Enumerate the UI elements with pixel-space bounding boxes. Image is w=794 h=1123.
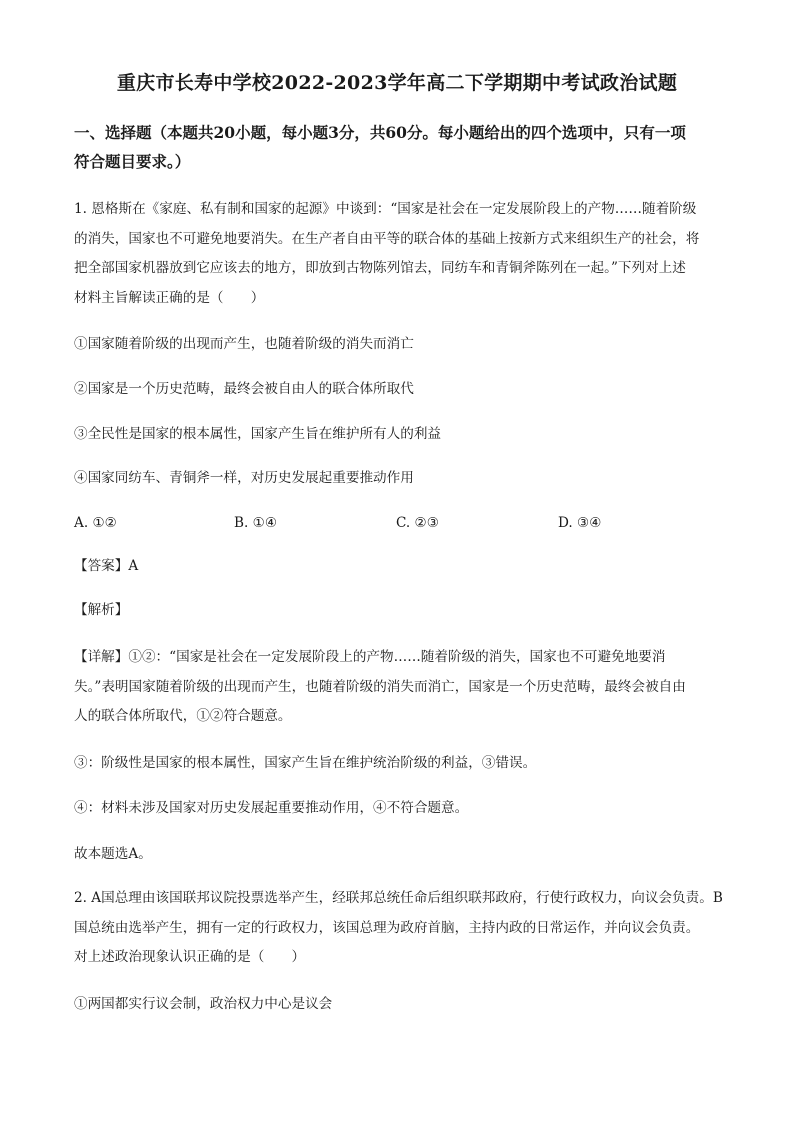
question-1-item-1: ①国家随着阶级的出现而产生，也随着阶级的消失而消亡 <box>74 336 414 352</box>
detail-item-4: ④：材料未涉及国家对历史发展起重要推动作用，④不符合题意。 <box>74 800 469 816</box>
question-1-stem <box>74 195 724 313</box>
conclusion: 故本题选A。 <box>74 846 152 862</box>
page-title: 重庆市长寿中学校2022-2023学年高二下学期期中考试政治试题 <box>116 72 678 94</box>
question-1-stem-line: 1. 恩格斯在《家庭、私有制和国家的起源》中谈到：“国家是社会在一定发展阶段上的产物……随着阶级 <box>74 201 697 217</box>
detail-item-3: ③：阶级性是国家的根本属性，国家产生旨在维护统治阶级的利益，③错误。 <box>74 755 537 771</box>
detail-line: 【详解】①②：“国家是社会在一定发展阶段上的产物……随着阶级的消失，国家也不可避免地要消 <box>74 649 666 665</box>
question-2-stem-line: 国总统由选举产生，拥有一定的行政权力，该国总理为政府首脑，主持内政的日常运作，并向议会负责。 <box>74 919 700 936</box>
question-2-stem-line: 2. A国总理由该国联邦议院投票选举产生，经联邦总统任命后组织联邦政府，行使行政权力，向议会负责。B <box>74 890 723 906</box>
question-1-item-2: ②国家是一个历史范畴，最终会被自由人的联合体所取代 <box>74 381 414 397</box>
analysis-label: 【解析】 <box>74 602 129 618</box>
question-1-item-4: ④国家同纺车、青铜斧一样，对历史发展起重要推动作用 <box>74 470 414 486</box>
detail-line: 失。”表明国家随着阶级的出现而产生，也随着阶级的消失而消亡，国家是一个历史范畴，最终会被自由 <box>74 678 686 695</box>
detail-paragraph <box>74 643 724 732</box>
option-a: A. ①② <box>74 515 117 531</box>
answer-label: 【答案】 <box>74 558 129 574</box>
section-heading <box>74 118 734 176</box>
question-2-item-1: ①两国都实行议会制，政治权力中心是议会 <box>74 996 333 1012</box>
question-1-item-3: ③全民性是国家的根本属性，国家产生旨在维护所有人的利益 <box>74 426 442 442</box>
option-d: D. ③④ <box>558 515 602 531</box>
option-c: C. ②③ <box>396 515 439 531</box>
question-1-stem-line: 把全部国家机器放到它应该去的地方，即放到古物陈列馆去，同纺车和青铜斧陈列在一起。”下列对上述 <box>74 260 686 276</box>
question-1-stem-line: 材料主旨解读正确的是（ ） <box>74 289 265 306</box>
question-2-stem <box>74 884 724 973</box>
answer-value: A <box>128 558 139 574</box>
section-heading-line: 符合题目要求。） <box>74 152 191 171</box>
detail-line: 人的联合体所取代，①②符合题意。 <box>74 708 292 724</box>
question-2-stem-line: 对上述政治现象认识正确的是（ ） <box>74 949 306 965</box>
section-heading-line: 一、选择题（本题共20小题，每小题3分，共60分。每小题给出的四个选项中，只有一项 <box>74 123 686 142</box>
question-1-stem-line: 的消失，国家也不可避免地要消失。在生产者自由平等的联合体的基础上按新方式来组织生产的社会，将 <box>74 230 700 247</box>
answer-line <box>74 552 724 582</box>
option-b: B. ①④ <box>234 515 278 531</box>
